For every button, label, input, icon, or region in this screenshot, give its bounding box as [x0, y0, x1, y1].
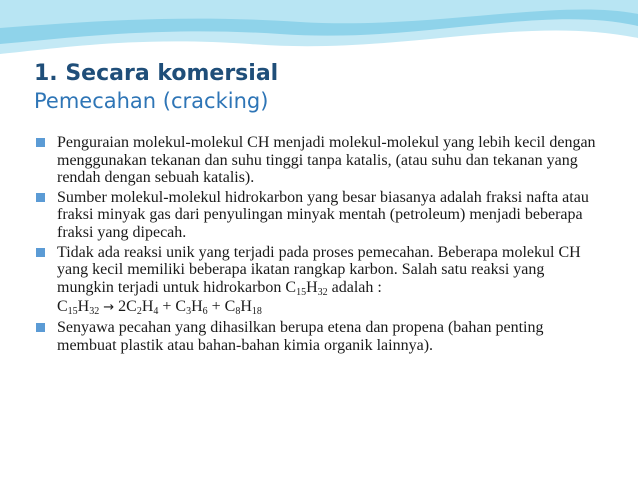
bullet-text: Sumber molekul-molekul hidrokarbon yang besar biasanya adalah fraksi nafta atau fraksi minyak gas dari penyulingan minyak mentah (petroleum) menjadi beberapa fraksi yang dipecah. — [57, 188, 589, 241]
reaction-intro: hidrokarbon $C_{15}H_{32}$ adalah : — [203, 278, 382, 298]
bullet-list — [34, 134, 600, 356]
bullet-text: Penguraian molekul-molekul CH menjadi molekul-molekul yang lebih kecil dengan menggunakan tekanan dan suhu tinggi tanpa katalis, (atau suhu dan tekanan yang rendah dengan sebuah katalis). — [57, 134, 596, 187]
cracking-equation: $C_{15}H_{32} \to 2C_2H_4 + C_3H_6 + C_8H_{18}$ — [57, 298, 262, 318]
wave-banner — [0, 0, 638, 60]
bullet-item — [34, 319, 600, 354]
bullet-item — [34, 134, 600, 187]
bullet-item — [34, 244, 600, 297]
slide-subtitle: Pemecahan (cracking) — [34, 89, 269, 113]
square-bullet-icon — [36, 138, 45, 147]
square-bullet-icon — [36, 323, 45, 332]
bullet-text: Senyawa pecahan yang dihasilkan berupa etena dan propena (bahan penting membuat plastik atau bahan-bahan kimia organik lainnya). — [57, 318, 544, 354]
square-bullet-icon — [36, 248, 45, 257]
bullet-text: Tidak ada reaksi unik yang terjadi pada proses pemecahan. Beberapa molekul CH yang kecil memiliki beberapa ikatan rangkap karbon. Salah satu reaksi yang mungkin terjadi untuk — [57, 243, 581, 296]
slide-title-block — [34, 60, 624, 115]
slide-title: 1. Secara komersial — [34, 61, 279, 86]
reaction-arrow-icon: → — [103, 300, 115, 316]
square-bullet-icon — [36, 193, 45, 202]
bullet-item — [34, 189, 600, 242]
